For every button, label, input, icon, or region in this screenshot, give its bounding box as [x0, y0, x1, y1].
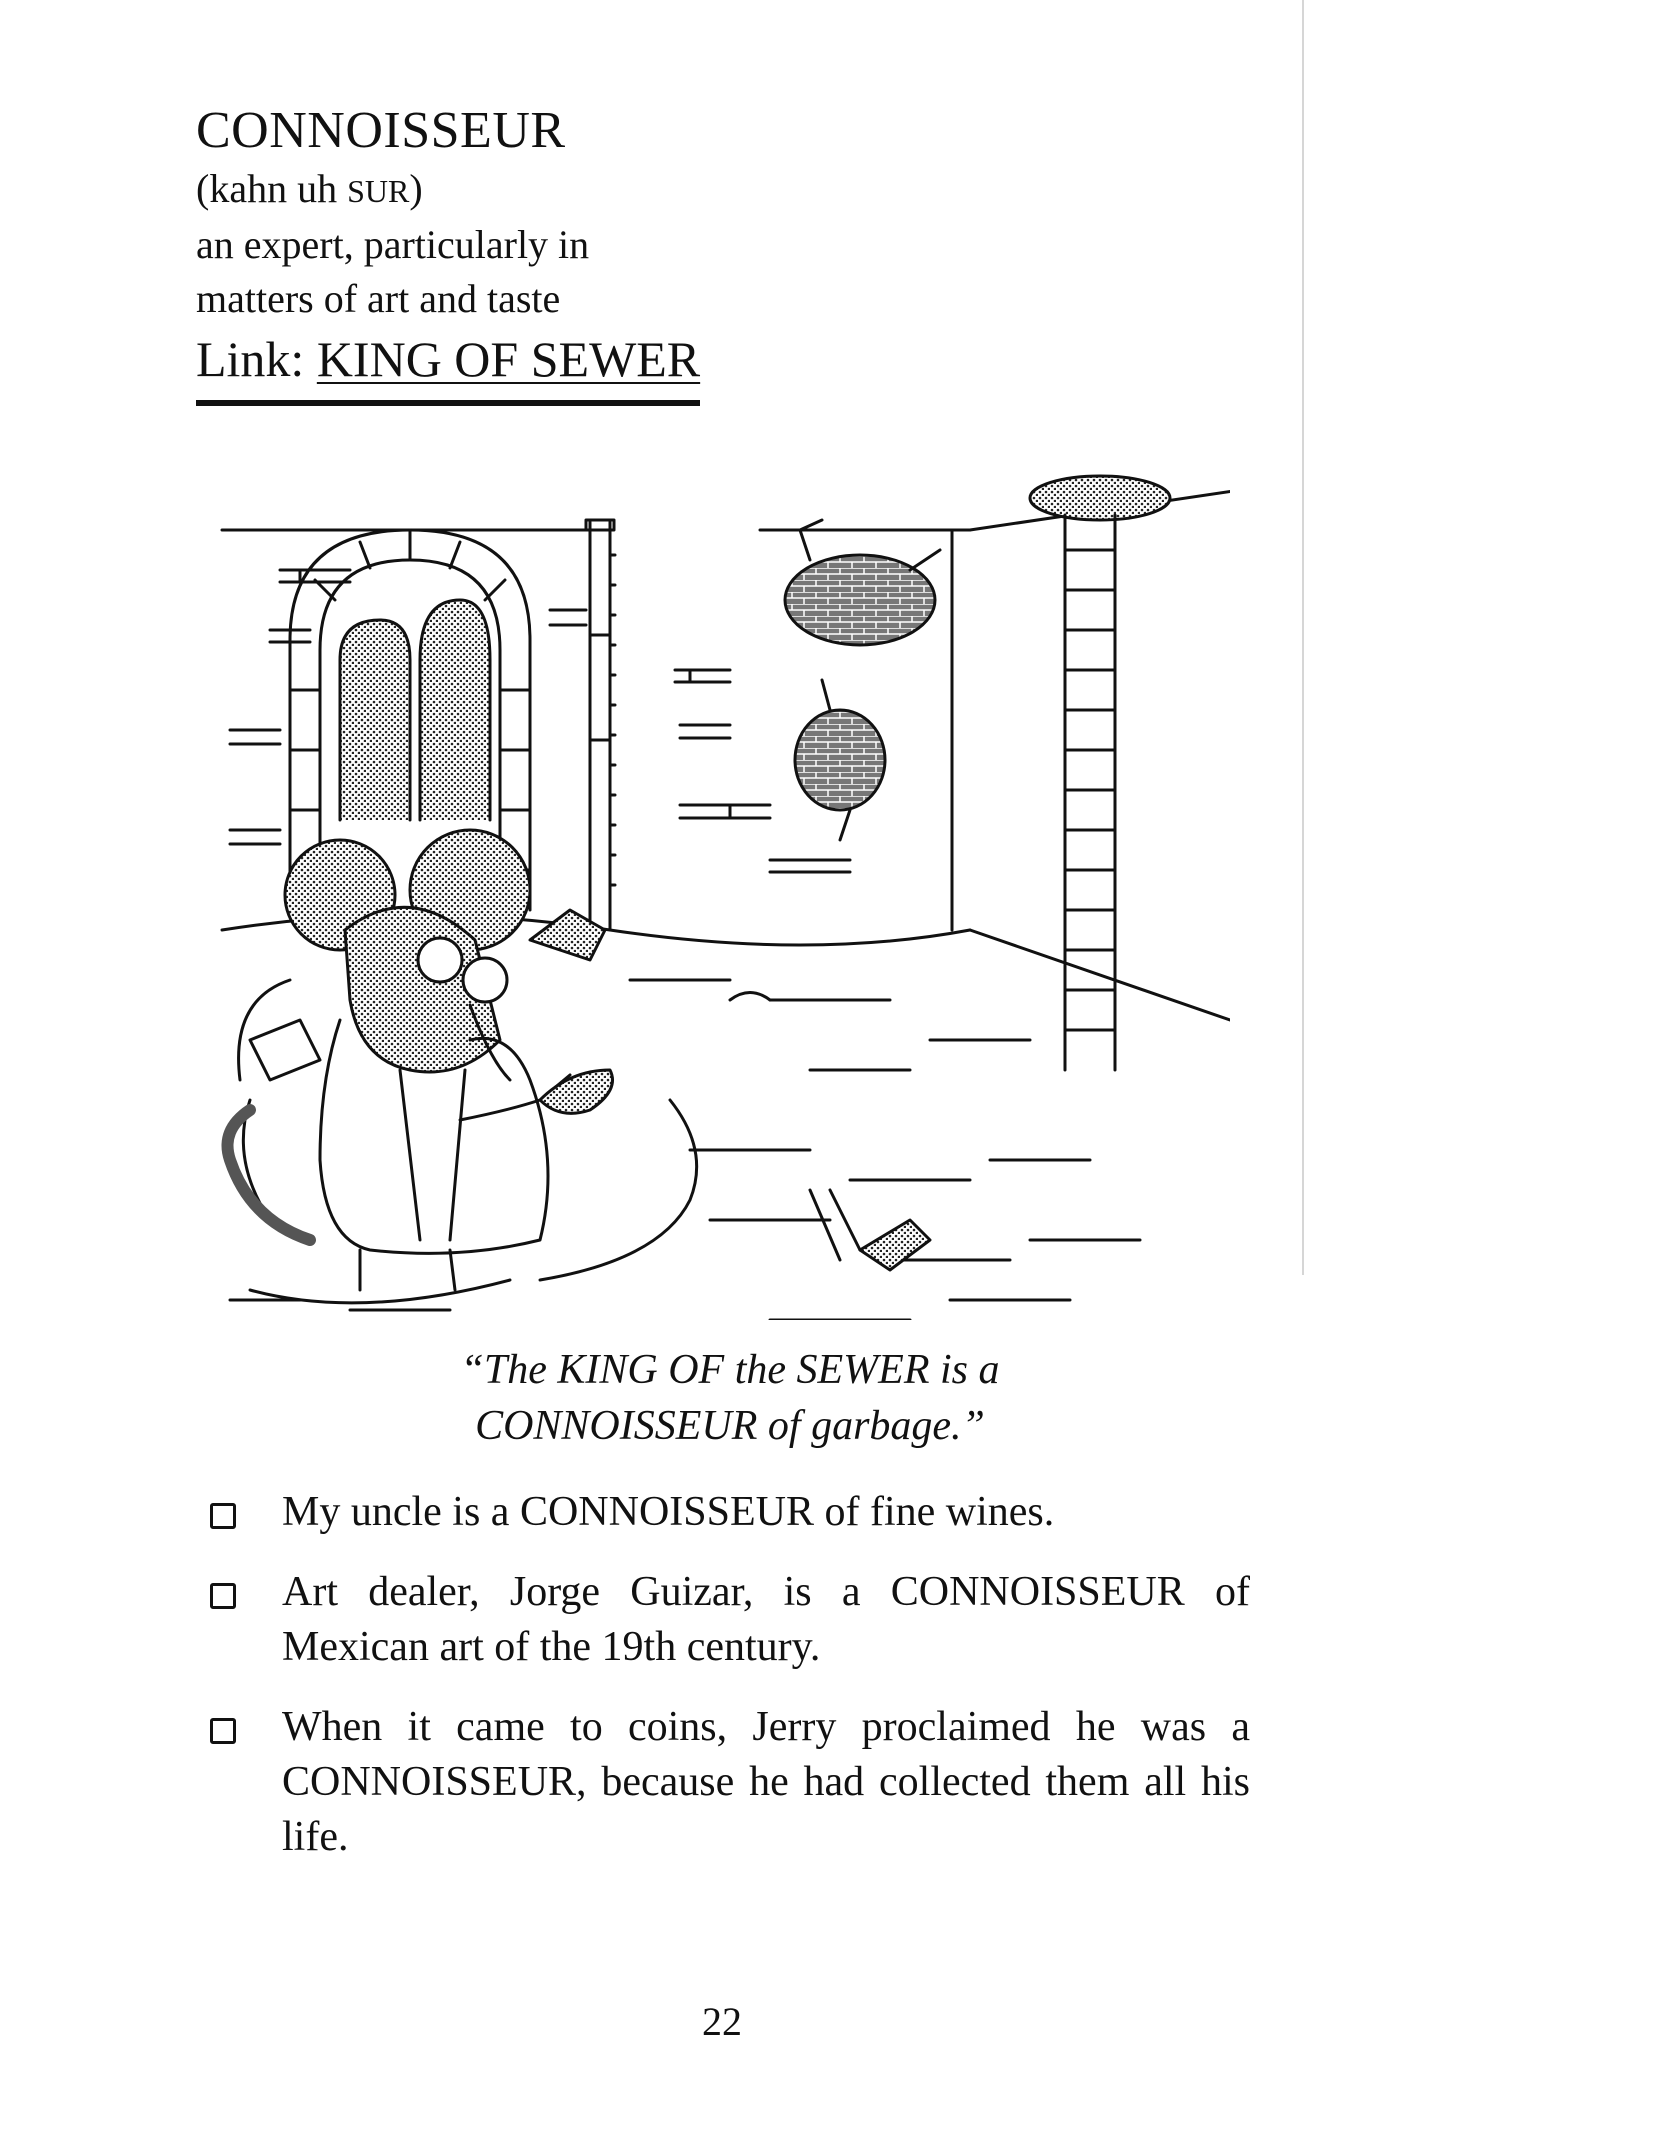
- link-line: [196, 328, 700, 406]
- example-item: [200, 1565, 1250, 1675]
- pronunciation: [196, 162, 816, 218]
- example-sentences: [200, 1485, 1250, 1890]
- headword: CONNOISSEUR: [196, 102, 566, 159]
- example-text: My uncle is a CONNOISSEUR of fine wines.: [282, 1489, 1055, 1535]
- checkbox-icon[interactable]: [210, 1718, 236, 1744]
- page-edge-rule: [1302, 0, 1304, 1275]
- sewer-rat-illustration: [210, 460, 1230, 1320]
- example-text: Art dealer, Jorge Guizar, is a CONNOISSEUR of Mexican art of the 19th century.: [282, 1569, 1250, 1670]
- definition-line-1: an expert, particularly in: [196, 222, 590, 267]
- pronunciation-stress: SUR: [347, 173, 410, 209]
- caption-line-2: CONNOISSEUR of garbage.”: [475, 1403, 985, 1449]
- checkbox-icon[interactable]: [210, 1503, 236, 1529]
- example-item: [200, 1485, 1250, 1540]
- link-prefix: Link:: [196, 331, 317, 387]
- illustration-caption: [300, 1342, 1160, 1454]
- pronunciation-close: ): [409, 166, 423, 211]
- example-text: When it came to coins, Jerry proclaimed he was a CONNOISSEUR, because he had collected them all his life.: [282, 1704, 1250, 1860]
- example-item: [200, 1700, 1250, 1865]
- page-number: 22: [702, 1999, 742, 2044]
- vocabulary-entry: [196, 100, 816, 406]
- link-word: KING OF SEWER: [316, 331, 701, 387]
- definition-line-2: matters of art and taste: [196, 276, 561, 321]
- checkbox-icon[interactable]: [210, 1583, 236, 1609]
- pronunciation-open: (kahn uh: [196, 166, 348, 211]
- caption-line-1: “The KING OF the SEWER is a: [460, 1347, 1000, 1393]
